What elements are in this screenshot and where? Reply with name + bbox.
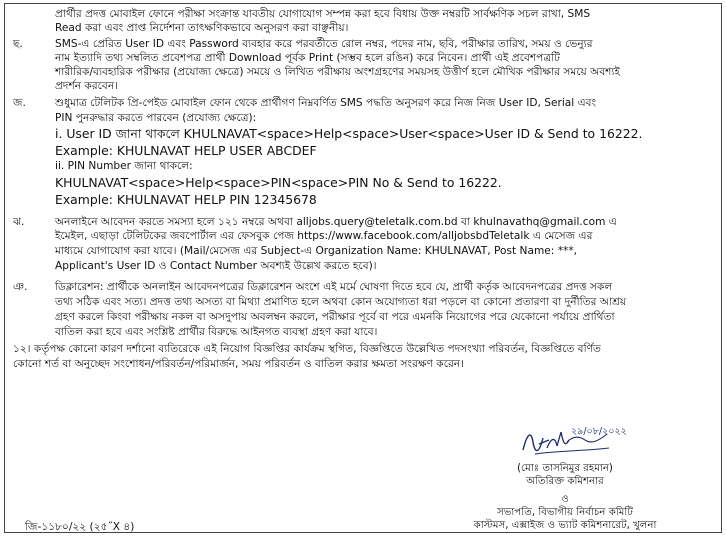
- item-ja-line: PIN পুনরুদ্ধার করতে পারবেন (প্রযোজ্য ক্ষেত্রে):: [55, 112, 257, 124]
- item-cha-line: SMS-এ প্রেরিত User ID এবং Password ব্যবহার করে পরবর্তীতে রোল নম্বর, পদের নাম, ছবি, পরীক্ষার তারিখ, সময় ও ভেন্যুর: [55, 38, 593, 50]
- para-text-line: Read করা এবং প্রাপ্ত নির্দেশনা তাৎক্ষণিকভাবে অনুসরণ করা বাঞ্ছনীয়।: [55, 22, 349, 34]
- para-text-line: প্রার্থীর প্রদত্ত মোবাইল ফোনে পরীক্ষা সংক্রান্ত যাবতীয় যোগাযোগ সম্পন্ন করা হবে বিধায় উক্ত নম্বরটি সার্বক্ষণিক সচল রাখা, SMS: [55, 8, 591, 20]
- signatory-block: [435, 462, 695, 532]
- recruitment-notice-page: [4, 3, 722, 533]
- signatory-designation: অতিরিক্ত কমিশনার: [526, 476, 604, 487]
- item-jha-line: ইমেইল, এছাড়া টেলিটকের জবপোর্টাল এর ফেসবুক পেজ https://www.facebook.com/alljobsbdTeletalk এ মেসেজ এর: [55, 230, 593, 242]
- signatory-role: সভাপতি, বিভাগীয় নির্বাচন কমিটি: [497, 507, 633, 518]
- footer-reference-code: জি-১১৮০/২২ (২৫˝X ৪): [25, 521, 135, 533]
- sms-example-line: Example: KHULNAVAT HELP PIN 12345678: [55, 192, 317, 207]
- sms-instruction-line: ii. PIN Number জানা থাকলে:: [55, 160, 193, 172]
- item-12-line: কোনো শর্ত বা অনুচ্ছেদ সংশোধন/পরিবর্তন/পরিমার্জন, সময় পরিবর্তন ও বাতিল করার ক্ষমতা সংরক্ষণ করেন।: [13, 358, 464, 370]
- item-nya-line: তথ্য সঠিক এবং সত্য। প্রদত্ত তথ্য অসত্য বা মিথ্যা প্রমাণিত হলে অথবা কোন অযোগ্যতা ধরা পড়লে বা কোনো প্রতারণা বা দুর্নীতির আশ্রয়: [55, 296, 627, 308]
- item-nya-line: বাতিল করা হবে এবং সংশ্লিষ্ট প্রার্থীর বিরুদ্ধে আইনগত ব্যবস্থা গ্রহণ করা যাবে।: [55, 326, 378, 338]
- item-12-line: ১২। কর্তৃপক্ষ কোনো কারণ দর্শানো ব্যতিরেকে এই নিয়োগ বিজ্ঞপ্তির কার্যক্রম স্থগিত, বিজ্ঞপ্তিতে উল্লেখিত পদসংখ্যা পরিবর্তন, বিজ্ঞপ্তিতে বর্ণিত: [13, 343, 601, 355]
- item-nya-line: গ্রহণ করলে কিংবা পরীক্ষায় নকল বা অসদুপায় অবলম্বন করলে, পরীক্ষার পূর্বে বা পরে এমনকি নিয়োগের পরে যেকোনো পর্যায়ে প্রার্থিতা: [55, 311, 615, 323]
- item-marker-cha: ছ.: [13, 38, 23, 50]
- item-jha-line: অনলাইনে আবেদন করতে সমস্যা হলে ১২১ নম্বরে অথবা alljobs.query@teletalk.com.bd বা khulnavathq@gmail.com এ: [55, 216, 617, 228]
- item-jha-line: Applicant's User ID ও Contact Number অবশ্যই উল্লেখ করতে হবে)।: [55, 260, 377, 272]
- sms-instruction-line: KHULNAVAT<space>Help<space>PIN<space>PIN No & Send to 16222.: [55, 175, 502, 190]
- item-marker-nya: ঞ.: [13, 281, 28, 293]
- signatory-conjunction: ও: [561, 494, 569, 505]
- item-marker-jha: ঝ.: [13, 216, 25, 228]
- item-cha-line: প্রদর্শন করবেন।: [55, 80, 118, 92]
- signature-date: ২৯/০৮/২০২২: [571, 426, 627, 437]
- item-cha-line: শারীরিক/ব্যবহারিক পরীক্ষার (প্রযোজ্য ক্ষেত্রে) সময়ে ও লিখিত পরীক্ষায় অংশগ্রহণের সময়সহ উত্তীর্ণ হলে মৌখিক পরীক্ষার সময়ে অবশ্যই: [55, 66, 621, 78]
- item-ja-line: শুধুমাত্র টেলিটক প্রি-পেইড মোবাইল ফোন থেকে প্রার্থীগণ নিম্নবর্ণিত SMS পদ্ধতি অনুসরণ করে নিজ নিজ User ID, Serial এবং: [55, 97, 597, 109]
- item-nya-line: ডিক্লারেশন: প্রার্থীকে অনলাইন আবেদনপত্রের ডিক্লারেশন অংশে এই মর্মে ঘোষণা দিতে হবে যে, প্রার্থী কর্তৃক আবেদনপত্রের প্রদত্ত সকল: [55, 281, 613, 293]
- signatory-office: কাস্টমস, এক্সাইজ ও ভ্যাট কমিশনারেট, খুলনা: [473, 520, 657, 531]
- item-jha-line: মাধ্যমে যোগাযোগ করা যাবে। (Mail/মেসেজ এর Subject-এ Organization Name: KHULNAVAT, Post Name: ***,: [55, 245, 577, 257]
- signatory-name: (মোঃ তাসনিমুর রহমান): [517, 463, 613, 474]
- item-cha-line: নাম ইত্যাদি তথ্য সম্বলিত প্রবেশপত্র প্রার্থী Download পূর্বক Print (সম্ভব হলে রঙিন) করে নিবেন। প্রার্থী এই প্রবেশপত্রটি: [55, 52, 560, 64]
- item-marker-ja: জ.: [13, 97, 26, 109]
- sms-example-line: Example: KHULNAVAT HELP USER ABCDEF: [55, 143, 317, 158]
- sms-instruction-line: i. User ID জানা থাকলে KHULNAVAT<space>Help<space>User<space>User ID & Send to 16222.: [55, 126, 643, 141]
